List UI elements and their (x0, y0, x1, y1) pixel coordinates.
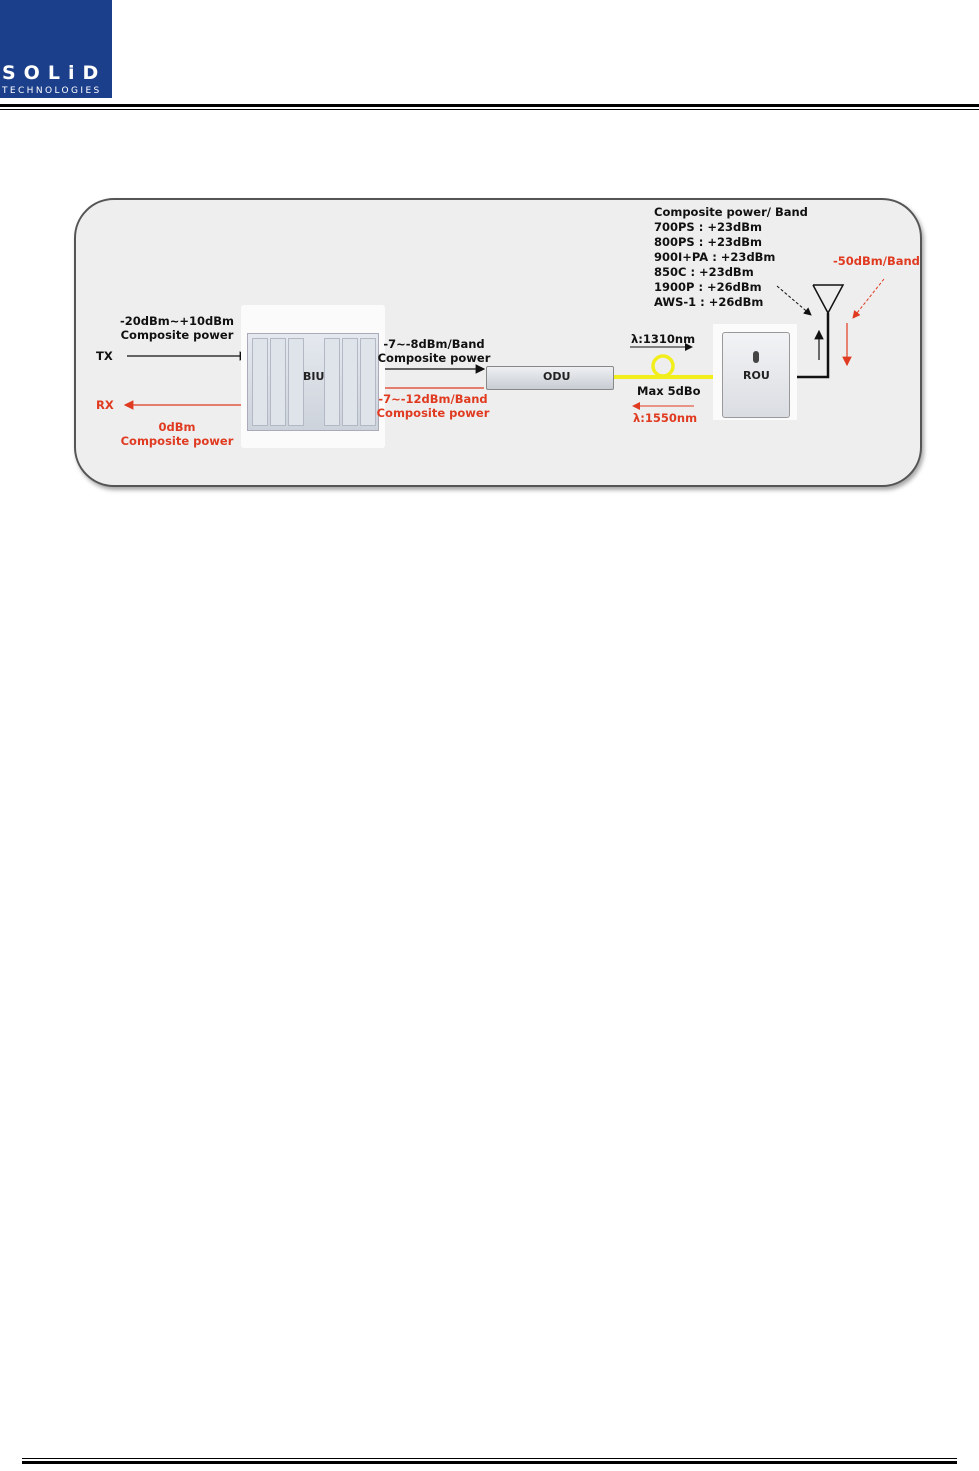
rx-label: RX (96, 398, 114, 412)
odu-label: ODU (543, 370, 571, 383)
output-level-aws1: AWS-1 : +26dBm (654, 295, 764, 309)
logo-wordmark: SOLiD (2, 62, 107, 84)
uplink-level: -50dBm/Band (833, 254, 920, 268)
biu-rack (247, 333, 379, 431)
output-pointer-arrow (777, 286, 811, 315)
biu-unit (241, 305, 385, 448)
output-level-800ps: 800PS : +23dBm (654, 235, 762, 249)
biu-slot (270, 338, 286, 426)
biu-slot (288, 338, 304, 426)
tx-level: -20dBm~+10dBm (119, 314, 234, 328)
output-level-850c: 850C : +23dBm (654, 265, 754, 279)
rx-level-unit: Composite power (120, 434, 234, 448)
logo-subtitle: TECHNOLOGIES (2, 86, 102, 96)
output-power-title: Composite power/ Band (654, 205, 808, 219)
rou-label: ROU (743, 369, 770, 382)
footer-rule (22, 1461, 957, 1464)
output-level-700ps: 700PS : +23dBm (654, 220, 762, 234)
output-level-1900p: 1900P : +26dBm (654, 280, 762, 294)
biu-odu-reverse-unit: Composite power (376, 406, 490, 420)
biu-odu-forward-unit: Composite power (377, 351, 491, 365)
biu-slot (252, 338, 268, 426)
antenna-symbol (813, 285, 843, 313)
rou-unit (722, 332, 790, 418)
uplink-pointer-arrow (853, 279, 884, 318)
odu-unit (486, 366, 614, 390)
fiber-coil (653, 356, 673, 376)
output-level-900ipa: 900I+PA : +23dBm (654, 250, 776, 264)
tx-level-unit: Composite power (120, 328, 234, 342)
footer-rule-thin (22, 1458, 957, 1459)
biu-odu-reverse-level: -7~-12dBm/Band (378, 392, 488, 406)
rou-status-led (753, 351, 759, 363)
fiber-reverse-wavelength: λ:1550nm (633, 411, 698, 425)
antenna-cable (797, 313, 828, 377)
biu-label: BIU (303, 370, 325, 383)
fiber-forward-wavelength: λ:1310nm (631, 332, 696, 346)
fiber-loss: Max 5dBo (637, 384, 701, 398)
tx-label: TX (96, 349, 113, 363)
biu-slot (324, 338, 340, 426)
rx-level: 0dBm (158, 420, 196, 434)
biu-odu-forward-level: -7~-8dBm/Band (383, 337, 485, 351)
biu-slot (342, 338, 358, 426)
